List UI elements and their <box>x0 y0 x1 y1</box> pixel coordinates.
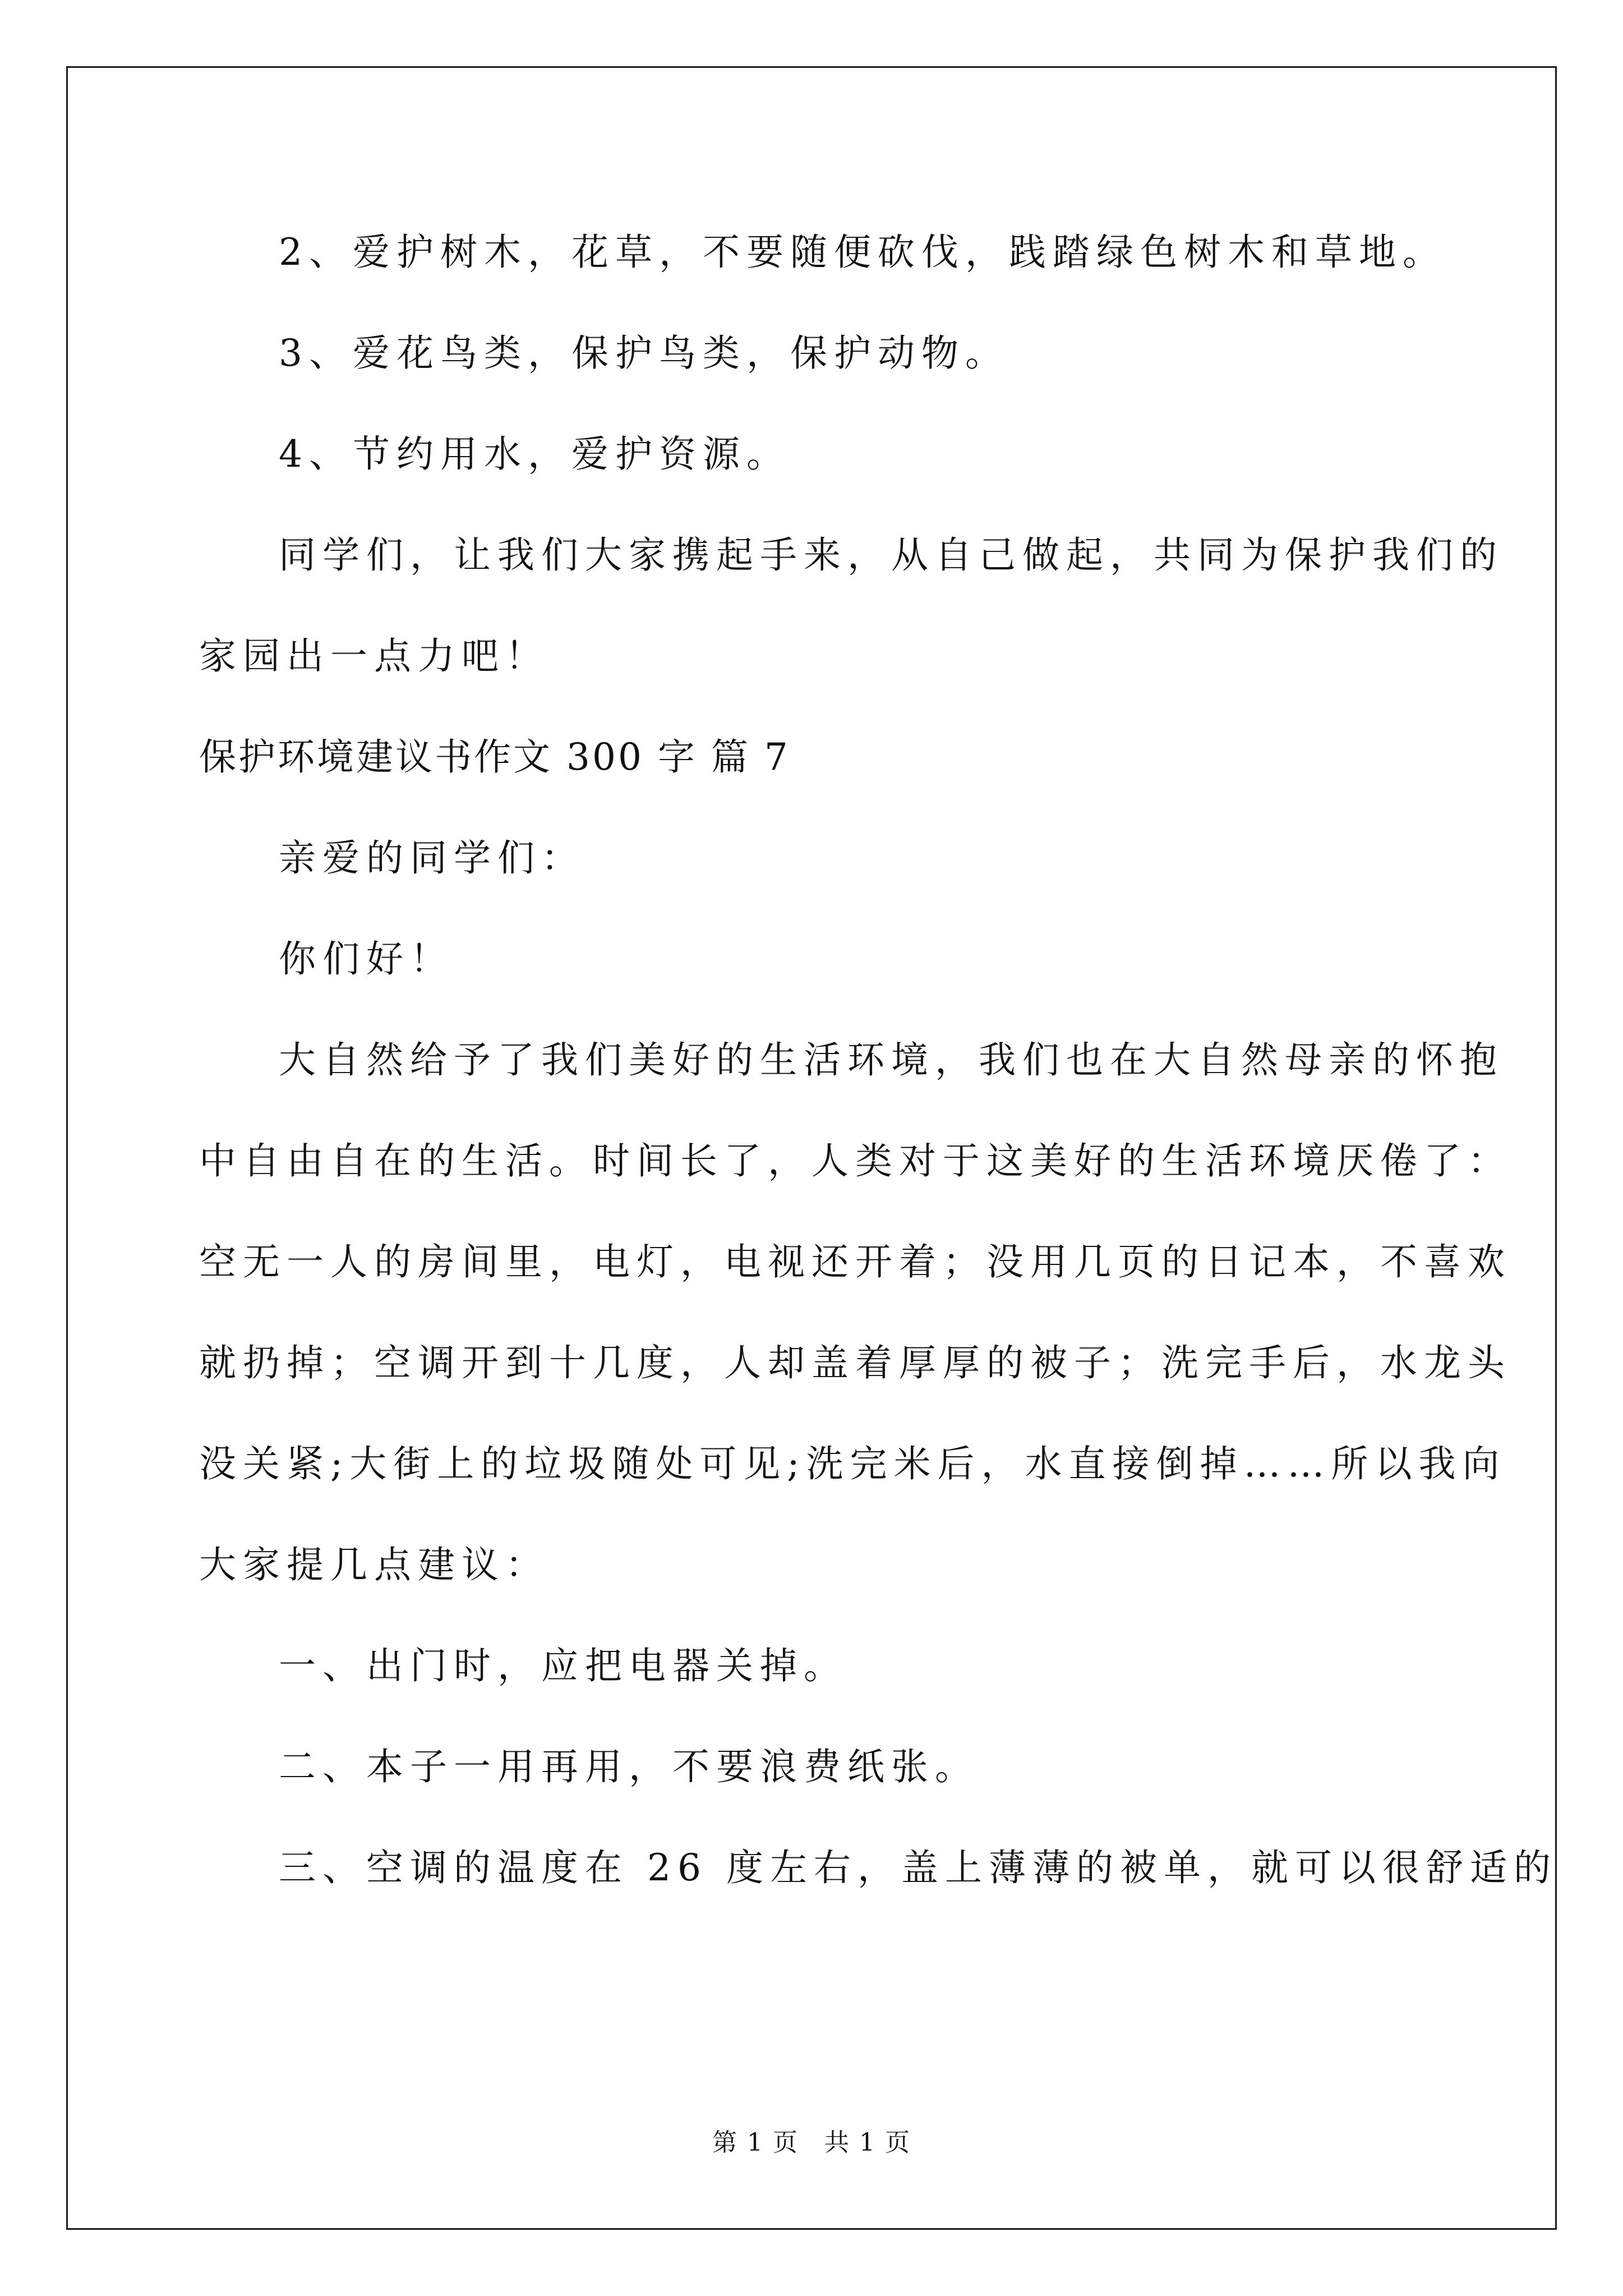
paragraph-line: 中自由自在的生活。时间长了，人类对于这美好的生活环境厌倦了： <box>199 1139 1511 1182</box>
list-item-4: 4、节约用水，爱护资源。 <box>279 432 790 476</box>
paragraph-line: 空无一人的房间里，电灯，电视还开着；没用几页的日记本，不喜欢 <box>199 1240 1511 1283</box>
section-heading: 保护环境建议书作文 300 字 篇 7 <box>199 735 790 779</box>
paragraph-line: 同学们，让我们大家携起手来，从自己做起，共同为保护我们的 <box>279 533 1504 577</box>
paragraph-line: 大自然给予了我们美好的生活环境，我们也在大自然母亲的怀抱 <box>279 1038 1504 1082</box>
paragraph-line: 大家提几点建议： <box>199 1543 549 1586</box>
salutation: 亲爱的同学们： <box>279 836 585 880</box>
paragraph-line: 家园出一点力吧！ <box>199 634 549 678</box>
suggestion-item-1: 一、出门时，应把电器关掉。 <box>279 1644 847 1687</box>
page-footer: 第 1 页 共 1 页 <box>712 2128 911 2157</box>
suggestion-item-2: 二、本子一用再用，不要浪费纸张。 <box>279 1745 979 1788</box>
list-item-2: 2、爱护树木，花草，不要随便砍伐，践踏绿色树木和草地。 <box>279 231 1446 274</box>
list-item-3: 3、爱花鸟类，保护鸟类，保护动物。 <box>279 332 1009 375</box>
suggestion-item-3: 三、空调的温度在 26 度左右，盖上薄薄的被单，就可以很舒适的 <box>279 1846 1557 1889</box>
paragraph-line: 没关紧;大街上的垃圾随处可见;洗完米后，水直接倒掉……所以我向 <box>199 1442 1506 1485</box>
paragraph-line: 就扔掉；空调开到十几度，人却盖着厚厚的被子；洗完手后，水龙头 <box>199 1341 1511 1384</box>
greeting: 你们好！ <box>279 937 454 981</box>
